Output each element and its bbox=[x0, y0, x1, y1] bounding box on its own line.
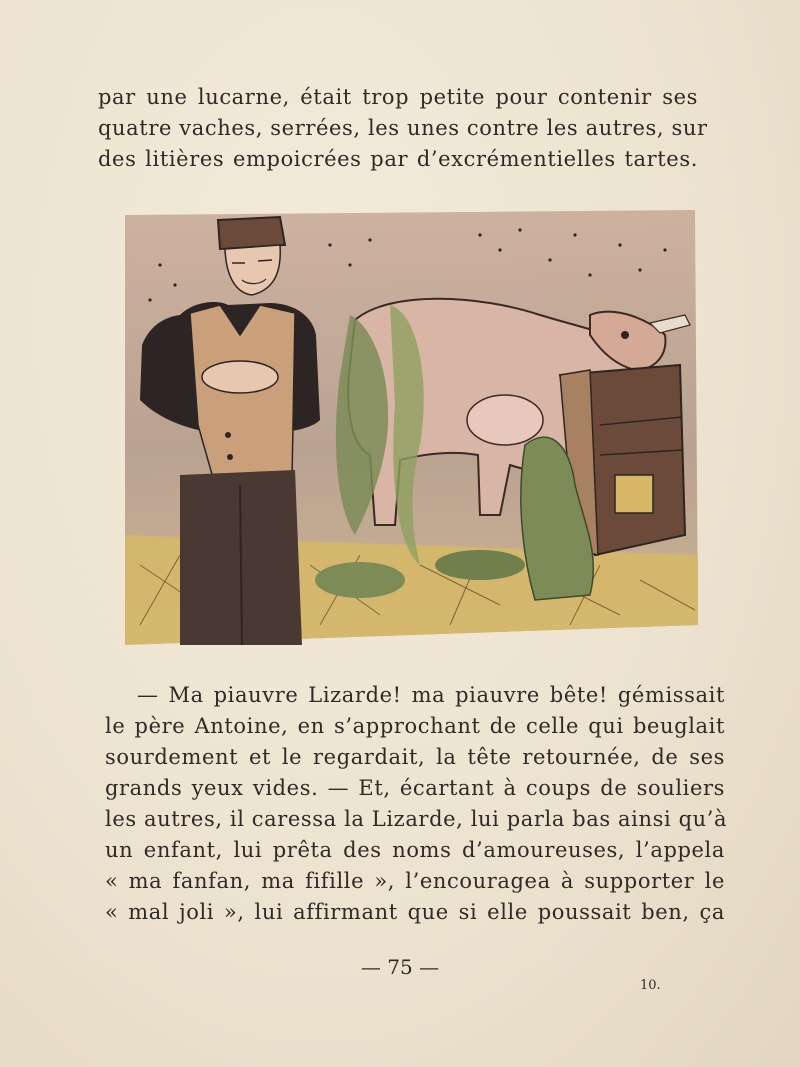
text-line: — Ma piauvre Lizarde! ma piauvre bête! gémissait bbox=[137, 683, 725, 707]
text-line: quatre vaches, serrées, les unes contre les autres, sur bbox=[98, 116, 708, 140]
text-line: sourdement et le regardait, la tête retournée, de ses bbox=[105, 745, 725, 769]
text-line: « ma fanfan, ma fifille », l’encouragea à supporter le bbox=[105, 869, 725, 893]
top-paragraph bbox=[98, 82, 708, 175]
dung-heap bbox=[435, 550, 525, 580]
dung-heap bbox=[315, 562, 405, 598]
text-line: des litières empoicrées par d’excrémentielles tartes. bbox=[98, 147, 698, 171]
page-number: — 75 — bbox=[360, 955, 440, 979]
signature-mark: 10. bbox=[640, 978, 661, 993]
text-line: le père Antoine, en s’approchant de celle qui beuglait bbox=[105, 714, 725, 738]
text-line: par une lucarne, était trop petite pour contenir ses bbox=[98, 85, 698, 109]
text-line: « mal joli », lui affirmant que si elle poussait ben, ça bbox=[105, 900, 725, 924]
text-line: les autres, il caressa la Lizarde, lui parla bas ainsi qu’à bbox=[105, 807, 728, 831]
text-line: grands yeux vides. — Et, écartant à coups de souliers bbox=[105, 776, 725, 800]
bottom-paragraph bbox=[105, 680, 728, 928]
text-line: un enfant, lui prêta des noms d’amoureuses, l’appela bbox=[105, 838, 725, 862]
farmer-and-cow-illustration bbox=[120, 205, 700, 650]
illustration-drawing bbox=[120, 205, 700, 650]
